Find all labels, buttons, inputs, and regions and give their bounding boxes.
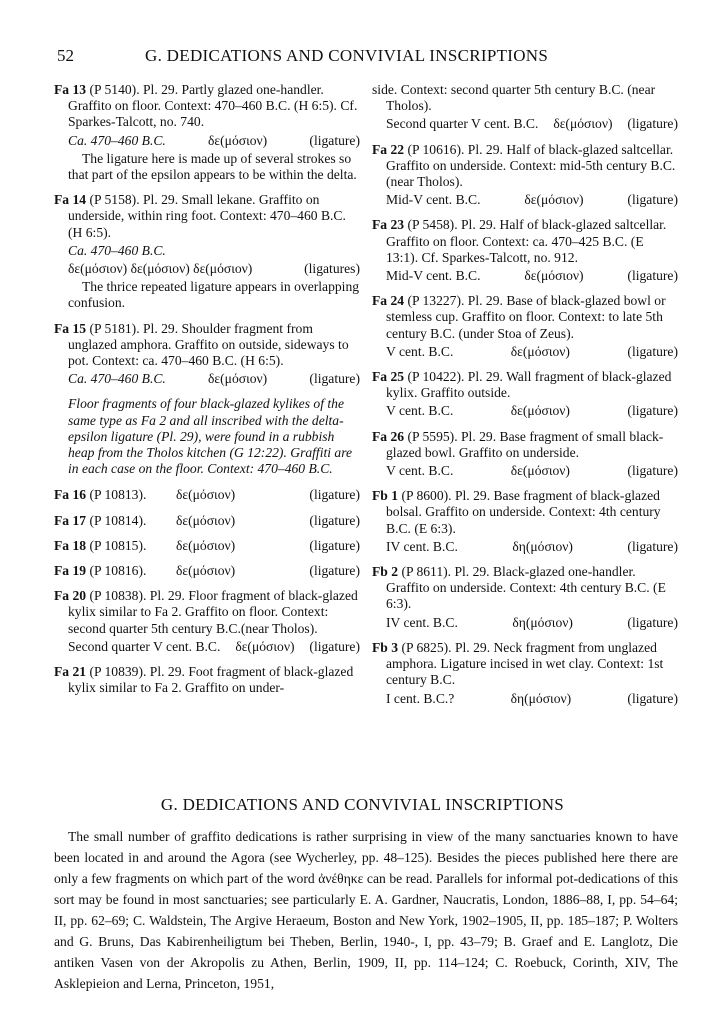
entry-fa21 <box>54 664 360 696</box>
entry-inscription: δε(μόσιον) <box>510 463 570 479</box>
right-entries <box>372 142 678 707</box>
entry-id: Fa 17 <box>54 512 87 528</box>
entry-fa22 <box>372 142 678 209</box>
entry-ligature: (ligature) <box>627 614 678 630</box>
entry-fa24 <box>372 293 678 360</box>
entry-text: (P 10616). Pl. 29. Half of black-glazed saltcellar. Graffito on underside. Context: mid-5th century B.C. (near Tholos). <box>386 141 676 190</box>
entry-inscription: δη(μόσιον) <box>512 538 573 554</box>
entry-ligature: (ligature) <box>309 132 360 148</box>
entry-id: Fa 13 <box>54 82 87 97</box>
entry-id: Fb 2 <box>372 564 399 580</box>
entry-text: side. Context: second quarter 5th century B.C. (near Tholos). <box>372 82 656 114</box>
entry-text: (P 8611). Pl. 29. Black-glazed one-handler. Graffito on underside. Context: 4th century B.C. (E 6:3). <box>386 564 666 612</box>
entry-fa19 <box>54 563 360 579</box>
entry-fa15 <box>54 321 360 388</box>
entry-ligature: (ligature) <box>627 463 678 479</box>
floor-fragments-note: Floor fragments of four black-glazed kylikes of the same type as Fa 2 and all inscribed with the delta-epsilon ligature (Pl. 29), were found in a rubbish heap from the Tholos kitchen (G 12:22). Graffiti are in each case on the floor. Context: 470–460 B.C. <box>68 396 353 477</box>
entry-inscription: δε(μόσιον) <box>208 132 268 148</box>
entry-inscription: δε(μόσιον) <box>235 638 295 654</box>
entry-id: Fa 22 <box>372 141 405 157</box>
entry-date: Mid-V cent. B.C. <box>386 268 481 284</box>
entry-date: Ca. 470–460 B.C. <box>68 242 166 258</box>
entry-inscription: δη(μόσιον) <box>510 690 572 706</box>
entry-fa17 <box>54 513 360 529</box>
entry-text: (P 10422). Pl. 29. Wall fragment of black-glazed kylix. Graffito outside. <box>386 369 672 401</box>
entry-date: V cent. B.C. <box>386 403 454 419</box>
entry-ligature: (ligature) <box>627 403 678 419</box>
entry-id: Fa 25 <box>372 369 405 385</box>
entry-fa16 <box>54 487 360 503</box>
entry-date: Ca. 470–460 B.C. <box>68 132 166 148</box>
entry-ligature: (ligature) <box>627 268 678 284</box>
entry-text: (P 5158). Pl. 29. Small lekane. Graffito on underside, within ring foot. Context: 470–460 B.C. (H 6:5). <box>68 192 346 240</box>
entry-ligature: (ligature) <box>627 538 678 554</box>
entry-ligature: (ligature) <box>309 371 360 387</box>
entry-inventory: (P 10815). <box>89 537 147 553</box>
entry-ligature: (ligature) <box>309 487 360 503</box>
entry-text: (P 6825). Pl. 29. Neck fragment from unglazed amphora. Ligature incised in wet clay. Context: 1st century B.C. <box>386 639 664 688</box>
entry-fa13 <box>54 82 360 183</box>
entry-inscription: δε(μόσιον) <box>510 403 570 419</box>
entry-inventory: (P 10814). <box>89 512 147 528</box>
entry-fa20 <box>54 588 360 655</box>
entry-ligature: (ligature) <box>627 116 678 132</box>
entry-ligature: (ligatures) <box>304 261 360 277</box>
entry-ligature: (ligature) <box>309 512 360 528</box>
entry-fa14 <box>54 192 360 311</box>
entry-date: I cent. B.C.? <box>386 690 455 706</box>
entry-text: (P 8600). Pl. 29. Base fragment of black-glazed bolsal. Graffito on underside. Context: 4th century B.C. (E 6:3). <box>386 488 661 536</box>
entry-ligature: (ligature) <box>627 192 678 208</box>
page-number: 52 <box>57 46 74 65</box>
entry-inscription: δε(μόσιον) <box>176 487 236 503</box>
section-title: G. DEDICATIONS AND CONVIVIAL INSCRIPTIONS <box>160 795 565 814</box>
entry-date: IV cent. B.C. <box>386 538 458 554</box>
entry-text: (P 5595). Pl. 29. Base fragment of small black-glazed bowl. Graffito on underside. <box>386 428 664 460</box>
entry-note: The ligature here is made up of several strokes so that part of the epsilon appears to be within the delta. <box>68 150 357 183</box>
entry-inscription: δε(μόσιον) <box>176 512 236 528</box>
entry-date: Ca. 470–460 B.C. <box>68 371 166 387</box>
entry-inscription: δε(μόσιον) <box>176 537 236 553</box>
entry-inventory: (P 10813). <box>89 487 147 503</box>
entry-fb1 <box>372 488 678 555</box>
entry-inscription: δε(μόσιον) <box>208 371 268 387</box>
entry-fa26 <box>372 429 678 480</box>
entry-inscription: δε(μόσιον) <box>176 563 236 579</box>
entry-fa23 <box>372 217 678 284</box>
left-column <box>54 82 360 706</box>
entry-id: Fa 15 <box>54 320 87 336</box>
entry-fa21-continued <box>372 82 678 133</box>
entry-text: (P 5140). Pl. 29. Partly glazed one-handler. Graffito on floor. Context: 470–460 B.C. (H 6:5). Cf. Sparkes-Talcott, no. 740. <box>68 82 358 130</box>
entry-ligature: (ligature) <box>627 343 678 359</box>
entry-ligature: (ligature) <box>309 638 360 654</box>
entry-inscription: δε(μόσιον) <box>524 268 584 284</box>
entry-fa18 <box>54 538 360 554</box>
entry-ligature: (ligature) <box>309 537 360 553</box>
entry-id: Fb 3 <box>372 639 399 655</box>
entry-id: Fa 16 <box>54 487 87 503</box>
entry-fa25 <box>372 369 678 420</box>
entry-date: V cent. B.C. <box>386 343 454 359</box>
entry-inventory: (P 10816). <box>89 563 147 579</box>
entry-inscription: δε(μόσιον) <box>524 192 584 208</box>
entry-text: (P 10838). Pl. 29. Floor fragment of black-glazed kylix similar to Fa 2. Graffito on floor. Context: second quarter 5th century B.C.(near Tholos). <box>68 588 358 636</box>
entry-fb2 <box>372 564 678 631</box>
entry-date: Second quarter V cent. B.C. <box>68 638 221 654</box>
entry-date: Mid-V cent. B.C. <box>386 192 481 208</box>
entry-id: Fa 21 <box>54 664 87 680</box>
section-paragraph: The small number of graffito dedications is rather surprising in view of the many sanctuaries known to have been located in and around the Agora (see Wycherley, pp. 48–125). Besides the pieces published here there are only a few fragments on which part of the word ἀνέθηκε can be read. Parallels for informal pot-dedications of this sort may be found in most sanctuaries; see particularly E. A. Gardner, Naucratis, London, 1886–88, I, pp. 54–64; II, pp. 62–69; C. Waldstein, The Argive Heraeum, Boston and New York, 1902–1905, II, pp. 185–187; P. Wolters and G. Bruns, Das Kabirenheiligtum bei Theben, Berlin, 1940-, I, pp. 43–79; B. Graef and E. Langlotz, Die antiken Vasen von der Akropolis zu Athen, Berlin, 1909, II, pp. 114–124; C. Roebuck, Corinth, XIV, The Asklepieion and Lerna, Princeton, 1951, <box>54 829 678 991</box>
entry-id: Fa 14 <box>54 192 87 208</box>
entry-text: (P 13227). Pl. 29. Base of black-glazed bowl or stemless cup. Graffito on floor. Context: to late 5th century B.C. (under Stoa of Zeus). <box>386 293 666 341</box>
entry-id: Fb 1 <box>372 488 399 504</box>
entry-id: Fa 26 <box>372 428 405 444</box>
running-title: G. DEDICATIONS AND CONVIVIAL INSCRIPTIONS <box>145 46 549 65</box>
entry-inscription: δε(μόσιον) δε(μόσιον) δε(μόσιον) <box>68 261 253 277</box>
entry-inscription: δε(μόσιον) <box>553 116 613 132</box>
entry-id: Fa 20 <box>54 588 87 604</box>
entry-inscription: δε(μόσιον) <box>510 343 570 359</box>
entry-inscription: δη(μόσιον) <box>512 614 573 630</box>
entry-text: (P 10839). Pl. 29. Foot fragment of black-glazed kylix similar to Fa 2. Graffito on under- <box>68 664 354 696</box>
entry-date: Second quarter V cent. B.C. <box>386 116 539 132</box>
entry-id: Fa 24 <box>372 293 405 309</box>
entry-text: (P 5458). Pl. 29. Half of black-glazed saltcellar. Graffito on floor. Context: ca. 470–425 B.C. (E 13:1). Cf. Sparkes-Talcott, no. 912. <box>386 217 667 265</box>
entry-text: (P 5181). Pl. 29. Shoulder fragment from unglazed amphora. Graffito on outside, sideways to pot. Context: ca. 470–460 B.C. (H 6:5). <box>68 320 349 369</box>
entry-id: Fa 19 <box>54 563 87 579</box>
entry-ligature: (ligature) <box>309 563 360 579</box>
entry-fb3 <box>372 640 678 707</box>
entry-date: V cent. B.C. <box>386 463 454 479</box>
entry-id: Fa 23 <box>372 217 405 233</box>
entry-note: The thrice repeated ligature appears in overlapping confusion. <box>68 279 360 311</box>
entry-ligature: (ligature) <box>627 690 678 706</box>
entry-id: Fa 18 <box>54 537 87 553</box>
entry-date: IV cent. B.C. <box>386 614 458 630</box>
right-column <box>372 82 678 716</box>
